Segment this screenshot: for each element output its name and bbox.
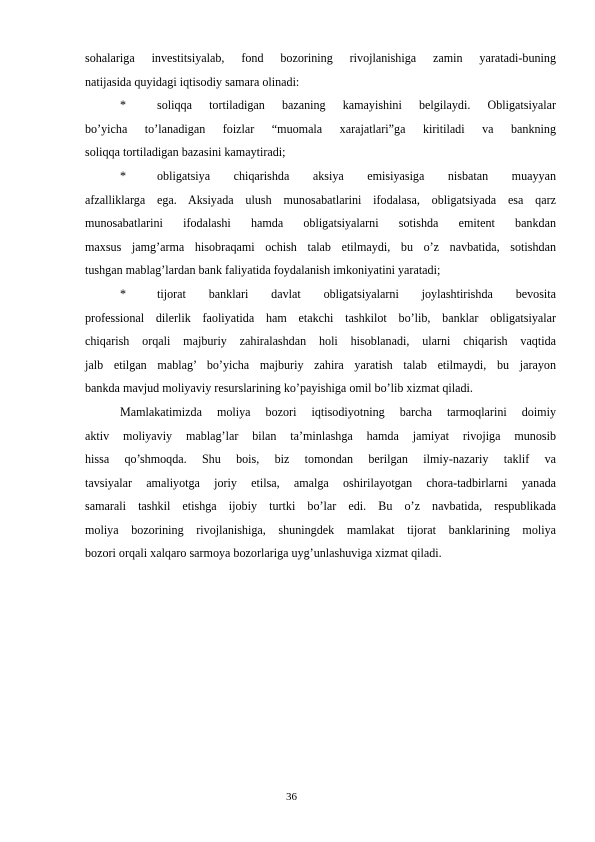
- text-line: sohalariga investitsiyalab, fond bozorining rivojlanishiga zamin yaratadi-buning: [85, 51, 556, 65]
- text-line: bozori orqali xalqaro sarmoya bozorlariga uyg’unlashuviga xizmat qiladi.: [85, 546, 442, 561]
- bullet-item: [85, 165, 556, 189]
- text-line: bankda mavjud moliyaviy resurslarining ko’payishiga omil bo’lib xizmat qiladi.: [85, 381, 473, 396]
- text-line: munosabatlarini ifodalashi hamda obligatsiyalarni sotishda emitent bankdan: [85, 216, 556, 231]
- document-page: [85, 47, 556, 566]
- text-line: hissa qo’shmoqda. Shu bois, biz tomondan berilgan ilmiy-nazariy taklif va: [85, 452, 556, 467]
- text-line: soliqqa tortiladigan bazaning kamayishini belgilaydi. Obligatsiyalar: [157, 98, 556, 113]
- text-line: natijasida quyidagi iqtisodiy samara olinadi:: [85, 74, 300, 89]
- bullet-marker: *: [120, 286, 127, 301]
- bullet-item: [85, 283, 556, 307]
- text-line: afzalliklarga ega. Aksiyada ulush munosabatlarini ifodalasa, obligatsiyada esa qarz: [85, 192, 556, 207]
- text-line: maxsus jamg’arma hisobraqami ochish talab etilmaydi, bu o’z navbatida, sotishdan: [85, 239, 556, 254]
- text-line: jalb etilgan mablag’ bo’yicha majburiy zahira yaratish talab etilmaydi, bu jarayon: [85, 357, 556, 372]
- page-number: 36: [286, 791, 297, 803]
- bullet-marker: *: [120, 168, 127, 183]
- text-line: soliqqa tortiladigan bazasini kamaytiradi;: [85, 145, 286, 160]
- bullet-item: [85, 94, 556, 118]
- text-line: samarali tashkil etishga ijobiy turtki bo’lar edi. Bu o’z navbatida, respublikada: [85, 499, 556, 514]
- text-line: Mamlakatimizda moliya bozori iqtisodiyotning barcha tarmoqlarini doimiy: [120, 404, 556, 419]
- text-line: tijorat banklari davlat obligatsiyalarni joylashtirishda bevosita: [157, 286, 556, 301]
- text-line: tavsiyalar amaliyotga joriy etilsa, amalga oshirilayotgan chora-tadbirlarni yanada: [85, 475, 556, 490]
- text-line: bo’yicha to’lanadigan foizlar “muomala xarajatlari”ga kiritiladi va bankning: [85, 121, 556, 136]
- text-line: moliya bozorining rivojlanishiga, shuningdek mamlakat tijorat banklarining moliya: [85, 522, 556, 537]
- text-line: aktiv moliyaviy mablag’lar bilan ta’minlashga hamda jamiyat rivojiga munosib: [85, 428, 556, 443]
- text-line: tushgan mablag’lardan bank faliyatida foydalanish imkoniyatini yaratadi;: [85, 263, 441, 278]
- text-line: obligatsiya chiqarishda aksiya emisiyasiga nisbatan muayyan: [157, 168, 556, 183]
- text-line: chiqarish orqali majburiy zahiralashdan holi hisoblanadi, ularni chiqarish vaqtida: [85, 334, 556, 349]
- text-line: professional dilerlik faoliyatida ham etakchi tashkilot bo’lib, banklar obligatsiyalar: [85, 310, 556, 325]
- bullet-marker: *: [120, 98, 127, 113]
